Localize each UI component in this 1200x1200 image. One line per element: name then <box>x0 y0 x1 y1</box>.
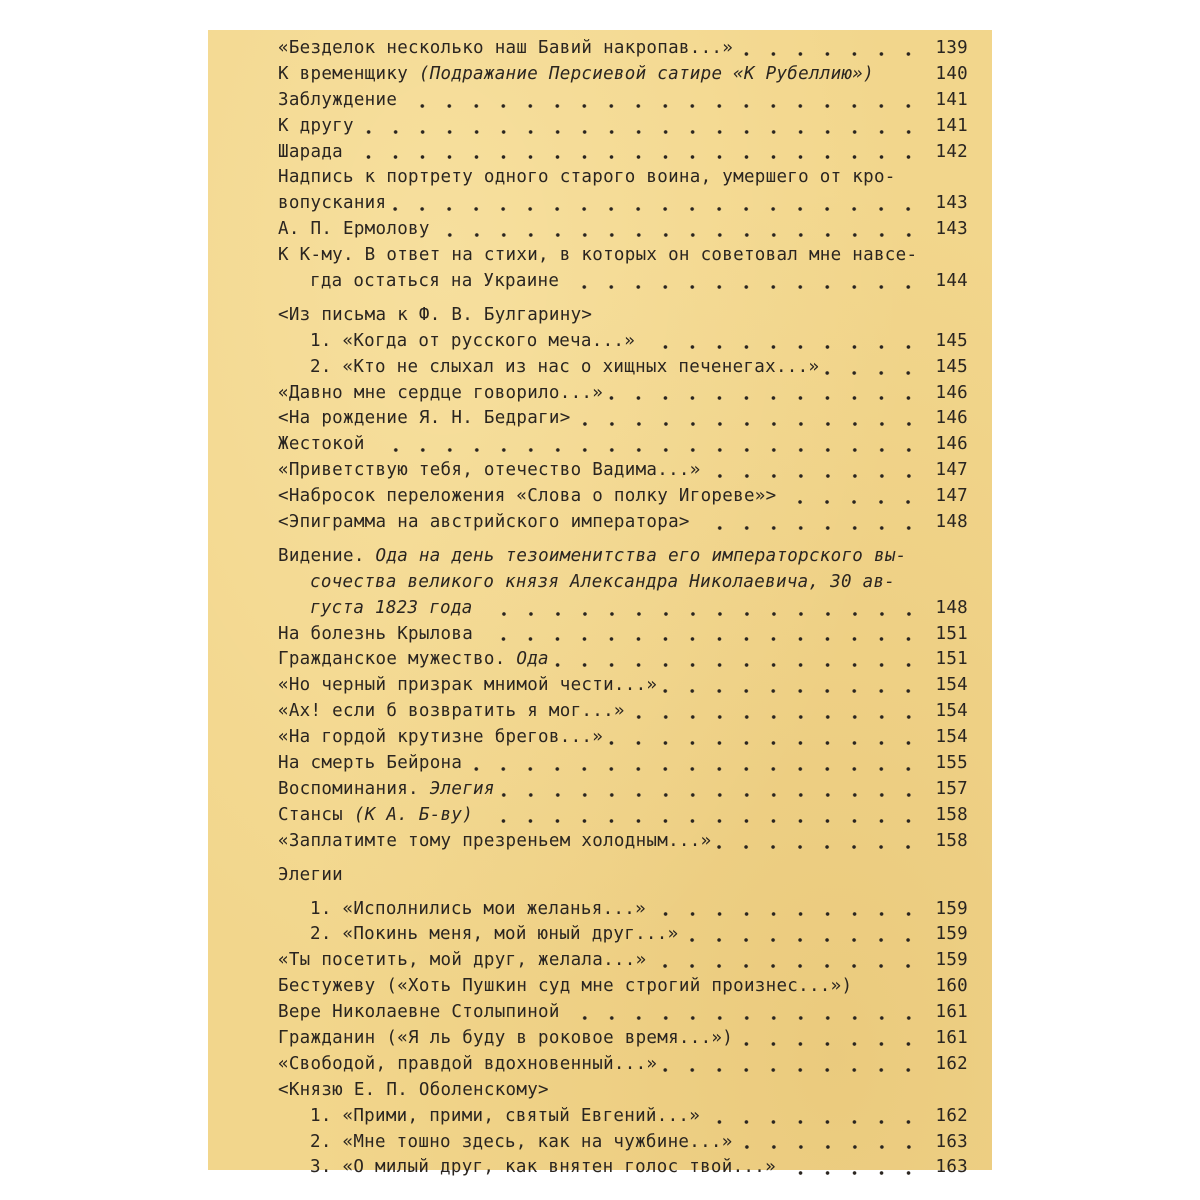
toc-entry <box>278 1054 968 1080</box>
page-number: 140 <box>935 63 968 84</box>
section-gap <box>278 538 968 546</box>
dot-leader <box>566 1015 922 1021</box>
entry-title <box>278 1002 560 1022</box>
entry-title-text: 1. «Когда от русского меча...» <box>310 330 636 351</box>
toc-entry <box>278 1157 968 1183</box>
dot-leader <box>652 963 922 969</box>
entry-title <box>278 865 343 885</box>
entry-title <box>278 219 430 239</box>
toc-entry <box>278 924 968 950</box>
toc-entry <box>278 167 968 193</box>
dot-leader <box>782 1170 922 1176</box>
toc-entry <box>278 331 968 357</box>
entry-title-text: <Из письма к Ф. В. Булгарину> <box>278 304 593 325</box>
entry-title <box>278 675 657 695</box>
entry-title-text: 2. «Кто не слыхал из нас о хищных печенегах...» <box>310 356 820 377</box>
entry-title <box>310 331 635 351</box>
entry-title-text: 1. «Прими, прими, святый Евгений...» <box>310 1105 701 1126</box>
entry-title-text: 1. «Исполнились мои желанья...» <box>310 898 646 919</box>
dot-leader <box>565 284 922 290</box>
page-number: 142 <box>935 141 968 162</box>
page-number: 151 <box>935 623 968 644</box>
entry-title <box>310 271 559 291</box>
entry-subtitle-italic: Ода на день тезоименитства его императорского вы- <box>375 545 907 566</box>
toc-entry <box>278 598 968 624</box>
entry-title <box>278 193 386 213</box>
toc-entry <box>278 675 968 701</box>
entry-title <box>310 1132 733 1152</box>
toc-entry <box>278 649 968 675</box>
entry-subtitle-italic: (Подражание Персиевой сатире «К Рубеллию») <box>418 63 874 84</box>
page-number: 162 <box>935 1053 968 1074</box>
entry-title <box>310 572 895 592</box>
book-page <box>208 30 992 1178</box>
toc-entry <box>278 460 968 486</box>
dot-leader <box>403 103 922 109</box>
page-number: 159 <box>935 924 968 945</box>
toc-entry <box>278 142 968 168</box>
entry-title-text: Стансы <box>278 804 354 825</box>
toc-entry <box>278 512 968 538</box>
page-number: 144 <box>935 271 968 292</box>
entry-title <box>278 383 603 403</box>
section-gap <box>278 297 968 305</box>
dot-leader <box>739 1041 922 1047</box>
entry-title-text: «Заплатимте тому презреньем холодным...» <box>278 830 712 851</box>
entry-title <box>278 753 462 773</box>
toc-entry <box>278 1132 968 1158</box>
entry-title <box>278 486 776 506</box>
entry-title-text: К другу <box>278 115 354 136</box>
entry-title-text: <Набросок переложения «Слова о полку Игореве»> <box>278 486 777 507</box>
toc-entry <box>278 546 968 572</box>
entry-title-text: Элегии <box>278 864 344 885</box>
entry-title <box>278 779 495 799</box>
entry-title <box>278 1054 657 1074</box>
entry-title-text: Вере Николаевне Столыпиной <box>278 1002 560 1023</box>
entry-title-text: «Давно мне сердце говорило...» <box>278 382 604 403</box>
entry-subtitle-italic: густа 1823 года <box>310 597 473 618</box>
page-number: 159 <box>935 950 968 971</box>
entry-title-text: <Князю Е. П. Оболенскому> <box>278 1079 549 1100</box>
dot-leader <box>479 818 922 824</box>
dot-leader <box>707 473 922 479</box>
entry-title <box>278 116 354 136</box>
entry-title-text: К К-му. В ответ на стихи, в которых он советовал мне навсе- <box>278 245 918 266</box>
page-number: 146 <box>935 382 968 403</box>
toc-entry <box>278 434 968 460</box>
page-number: 148 <box>935 597 968 618</box>
table-of-contents <box>278 38 968 1183</box>
page-number: 141 <box>935 89 968 110</box>
toc-entry <box>278 271 968 297</box>
page-number: 161 <box>935 1027 968 1048</box>
toc-entry <box>278 1028 968 1054</box>
entry-title-text: вопускания <box>278 193 387 214</box>
entry-title <box>278 701 625 721</box>
toc-entry <box>278 193 968 219</box>
entry-title-text: «Но черный призрак мнимой чести...» <box>278 675 658 696</box>
entry-title <box>278 142 343 162</box>
toc-entry <box>278 701 968 727</box>
dot-leader <box>577 421 922 427</box>
dot-leader <box>782 499 922 505</box>
entry-title <box>278 950 646 970</box>
page-number: 157 <box>935 778 968 799</box>
entry-title <box>278 546 907 566</box>
entry-title <box>310 924 678 944</box>
entry-title-text: «Безделок несколько наш Бавий накропав...» <box>278 38 734 58</box>
page-number: 147 <box>935 486 968 507</box>
toc-entry <box>278 116 968 142</box>
entry-title-text: «Свободой, правдой вдохновенный...» <box>278 1053 658 1074</box>
dot-leader <box>609 740 922 746</box>
entry-title-text: Бестужеву («Хоть Пушкин суд мне строгий произнес...») <box>278 976 853 997</box>
dot-leader <box>663 1067 922 1073</box>
dot-leader <box>479 636 922 642</box>
entry-title <box>278 460 701 480</box>
dot-leader <box>825 370 922 376</box>
dot-leader <box>739 1144 922 1150</box>
toc-entry <box>278 1002 968 1028</box>
entry-title <box>278 90 397 110</box>
entry-title-text: На болезнь Крылова <box>278 623 474 644</box>
entry-title-text: <Эпиграмма на австрийского императора> <box>278 512 690 533</box>
dot-leader <box>360 129 922 135</box>
entry-title-text: «Ты посетить, мой друг, желала...» <box>278 950 647 971</box>
entry-title <box>278 1028 733 1048</box>
dot-leader <box>479 611 922 617</box>
dot-leader <box>696 525 922 531</box>
toc-entry <box>278 245 968 271</box>
entry-title <box>278 831 711 851</box>
entry-title <box>278 649 549 669</box>
dot-leader <box>684 937 922 943</box>
page-number: 151 <box>935 649 968 670</box>
entry-title <box>310 899 646 919</box>
entry-title-text: Шарада <box>278 141 344 162</box>
entry-title-text: 3. «О милый друг, как внятен голос твой...» <box>310 1157 776 1178</box>
page-number: 146 <box>935 434 968 455</box>
entry-title-text: Гражданин («Я ль буду в роковое время...») <box>278 1027 734 1048</box>
entry-subtitle-italic: сочества великого князя Александра Николаевича, 30 ав- <box>310 571 896 592</box>
entry-title <box>278 408 571 428</box>
toc-entry <box>278 572 968 598</box>
page-number: 139 <box>935 38 968 58</box>
section-gap <box>278 857 968 865</box>
entry-title <box>278 38 733 58</box>
page-number: 143 <box>935 219 968 240</box>
toc-entry <box>278 383 968 409</box>
page-number: 141 <box>935 115 968 136</box>
entry-title-text: Видение. <box>278 545 376 566</box>
entry-title <box>310 1157 776 1177</box>
toc-entry <box>278 305 968 331</box>
page-number: 155 <box>935 753 968 774</box>
entry-title-text: «Ах! если б возвратить я мог...» <box>278 701 625 722</box>
entry-title <box>278 245 917 265</box>
toc-entry <box>278 486 968 512</box>
dot-leader <box>392 206 922 212</box>
entry-subtitle-italic: Элегия <box>429 778 495 799</box>
dot-leader <box>555 662 922 668</box>
toc-entry <box>278 624 968 650</box>
entry-title-text: К временщику <box>278 63 419 84</box>
entry-title-text: гда остаться на Украине <box>310 271 560 292</box>
entry-title-text: Надпись к портрету одного старого воина, умершего от кро- <box>278 167 896 188</box>
toc-entry <box>278 899 968 925</box>
dot-leader <box>706 1119 922 1125</box>
toc-entry <box>278 831 968 857</box>
entry-subtitle-italic: Ода <box>516 649 549 670</box>
entry-title <box>310 1106 700 1126</box>
page-number: 154 <box>935 675 968 696</box>
dot-leader <box>371 447 922 453</box>
page-number: 158 <box>935 830 968 851</box>
entry-title <box>278 1080 549 1100</box>
page-number: 160 <box>935 976 968 997</box>
entry-title-text: «Приветствую тебя, отечество Вадима...» <box>278 460 701 481</box>
page-number: 161 <box>935 1002 968 1023</box>
dot-leader <box>652 911 922 917</box>
page-number: 146 <box>935 408 968 429</box>
toc-entry <box>278 357 968 383</box>
entry-title-text: 2. «Мне тошно здесь, как на чужбине...» <box>310 1131 733 1152</box>
page-number: 145 <box>935 330 968 351</box>
entry-title-text: Жестокой <box>278 434 365 455</box>
toc-entry <box>278 779 968 805</box>
toc-entry <box>278 408 968 434</box>
dot-leader <box>468 766 922 772</box>
dot-leader <box>436 232 922 238</box>
entry-title-text: Заблуждение <box>278 89 398 110</box>
entry-title-text: «На гордой крутизне брегов...» <box>278 727 604 748</box>
entry-title <box>278 434 365 454</box>
dot-leader <box>609 395 922 401</box>
page-number: 163 <box>935 1157 968 1178</box>
entry-title <box>278 727 603 747</box>
page-number: 154 <box>935 727 968 748</box>
entry-title <box>278 167 896 187</box>
toc-entry <box>278 38 968 64</box>
toc-entry <box>278 1080 968 1106</box>
page-number: 163 <box>935 1131 968 1152</box>
entry-subtitle-italic: (К А. Б-ву) <box>353 804 474 825</box>
entry-title <box>310 598 473 618</box>
page-number: 162 <box>935 1105 968 1126</box>
page-number: 145 <box>935 356 968 377</box>
entry-title <box>278 805 473 825</box>
toc-entry <box>278 64 968 90</box>
toc-entry <box>278 219 968 245</box>
entry-title-text: <На рождение Я. Н. Бедраги> <box>278 408 571 429</box>
entry-title <box>278 976 852 996</box>
entry-title <box>278 64 874 84</box>
entry-title-text: Воспоминания. <box>278 778 430 799</box>
entry-title-text: 2. «Покинь меня, мой юный друг...» <box>310 924 679 945</box>
page-number: 159 <box>935 898 968 919</box>
toc-entry <box>278 727 968 753</box>
entry-title <box>278 624 473 644</box>
entry-title <box>278 512 690 532</box>
page-number: 154 <box>935 701 968 722</box>
dot-leader <box>663 688 922 694</box>
dot-leader <box>641 344 922 350</box>
toc-entry <box>278 753 968 779</box>
entry-title-text: Гражданское мужество. <box>278 649 517 670</box>
toc-entry <box>278 976 968 1002</box>
dot-leader <box>631 714 922 720</box>
page-number: 143 <box>935 193 968 214</box>
entry-title <box>278 305 592 325</box>
dot-leader <box>717 844 922 850</box>
dot-leader <box>349 154 922 160</box>
toc-entry <box>278 90 968 116</box>
entry-title-text: А. П. Ермолову <box>278 219 430 240</box>
page-number: 147 <box>935 460 968 481</box>
dot-leader <box>739 51 922 57</box>
toc-entry <box>278 950 968 976</box>
dot-leader <box>501 792 922 798</box>
page-number: 148 <box>935 512 968 533</box>
toc-entry <box>278 805 968 831</box>
section-gap <box>278 891 968 899</box>
toc-entry <box>278 1106 968 1132</box>
page-number: 158 <box>935 804 968 825</box>
entry-title <box>310 357 819 377</box>
entry-title-text: На смерть Бейрона <box>278 753 463 774</box>
toc-entry <box>278 865 968 891</box>
